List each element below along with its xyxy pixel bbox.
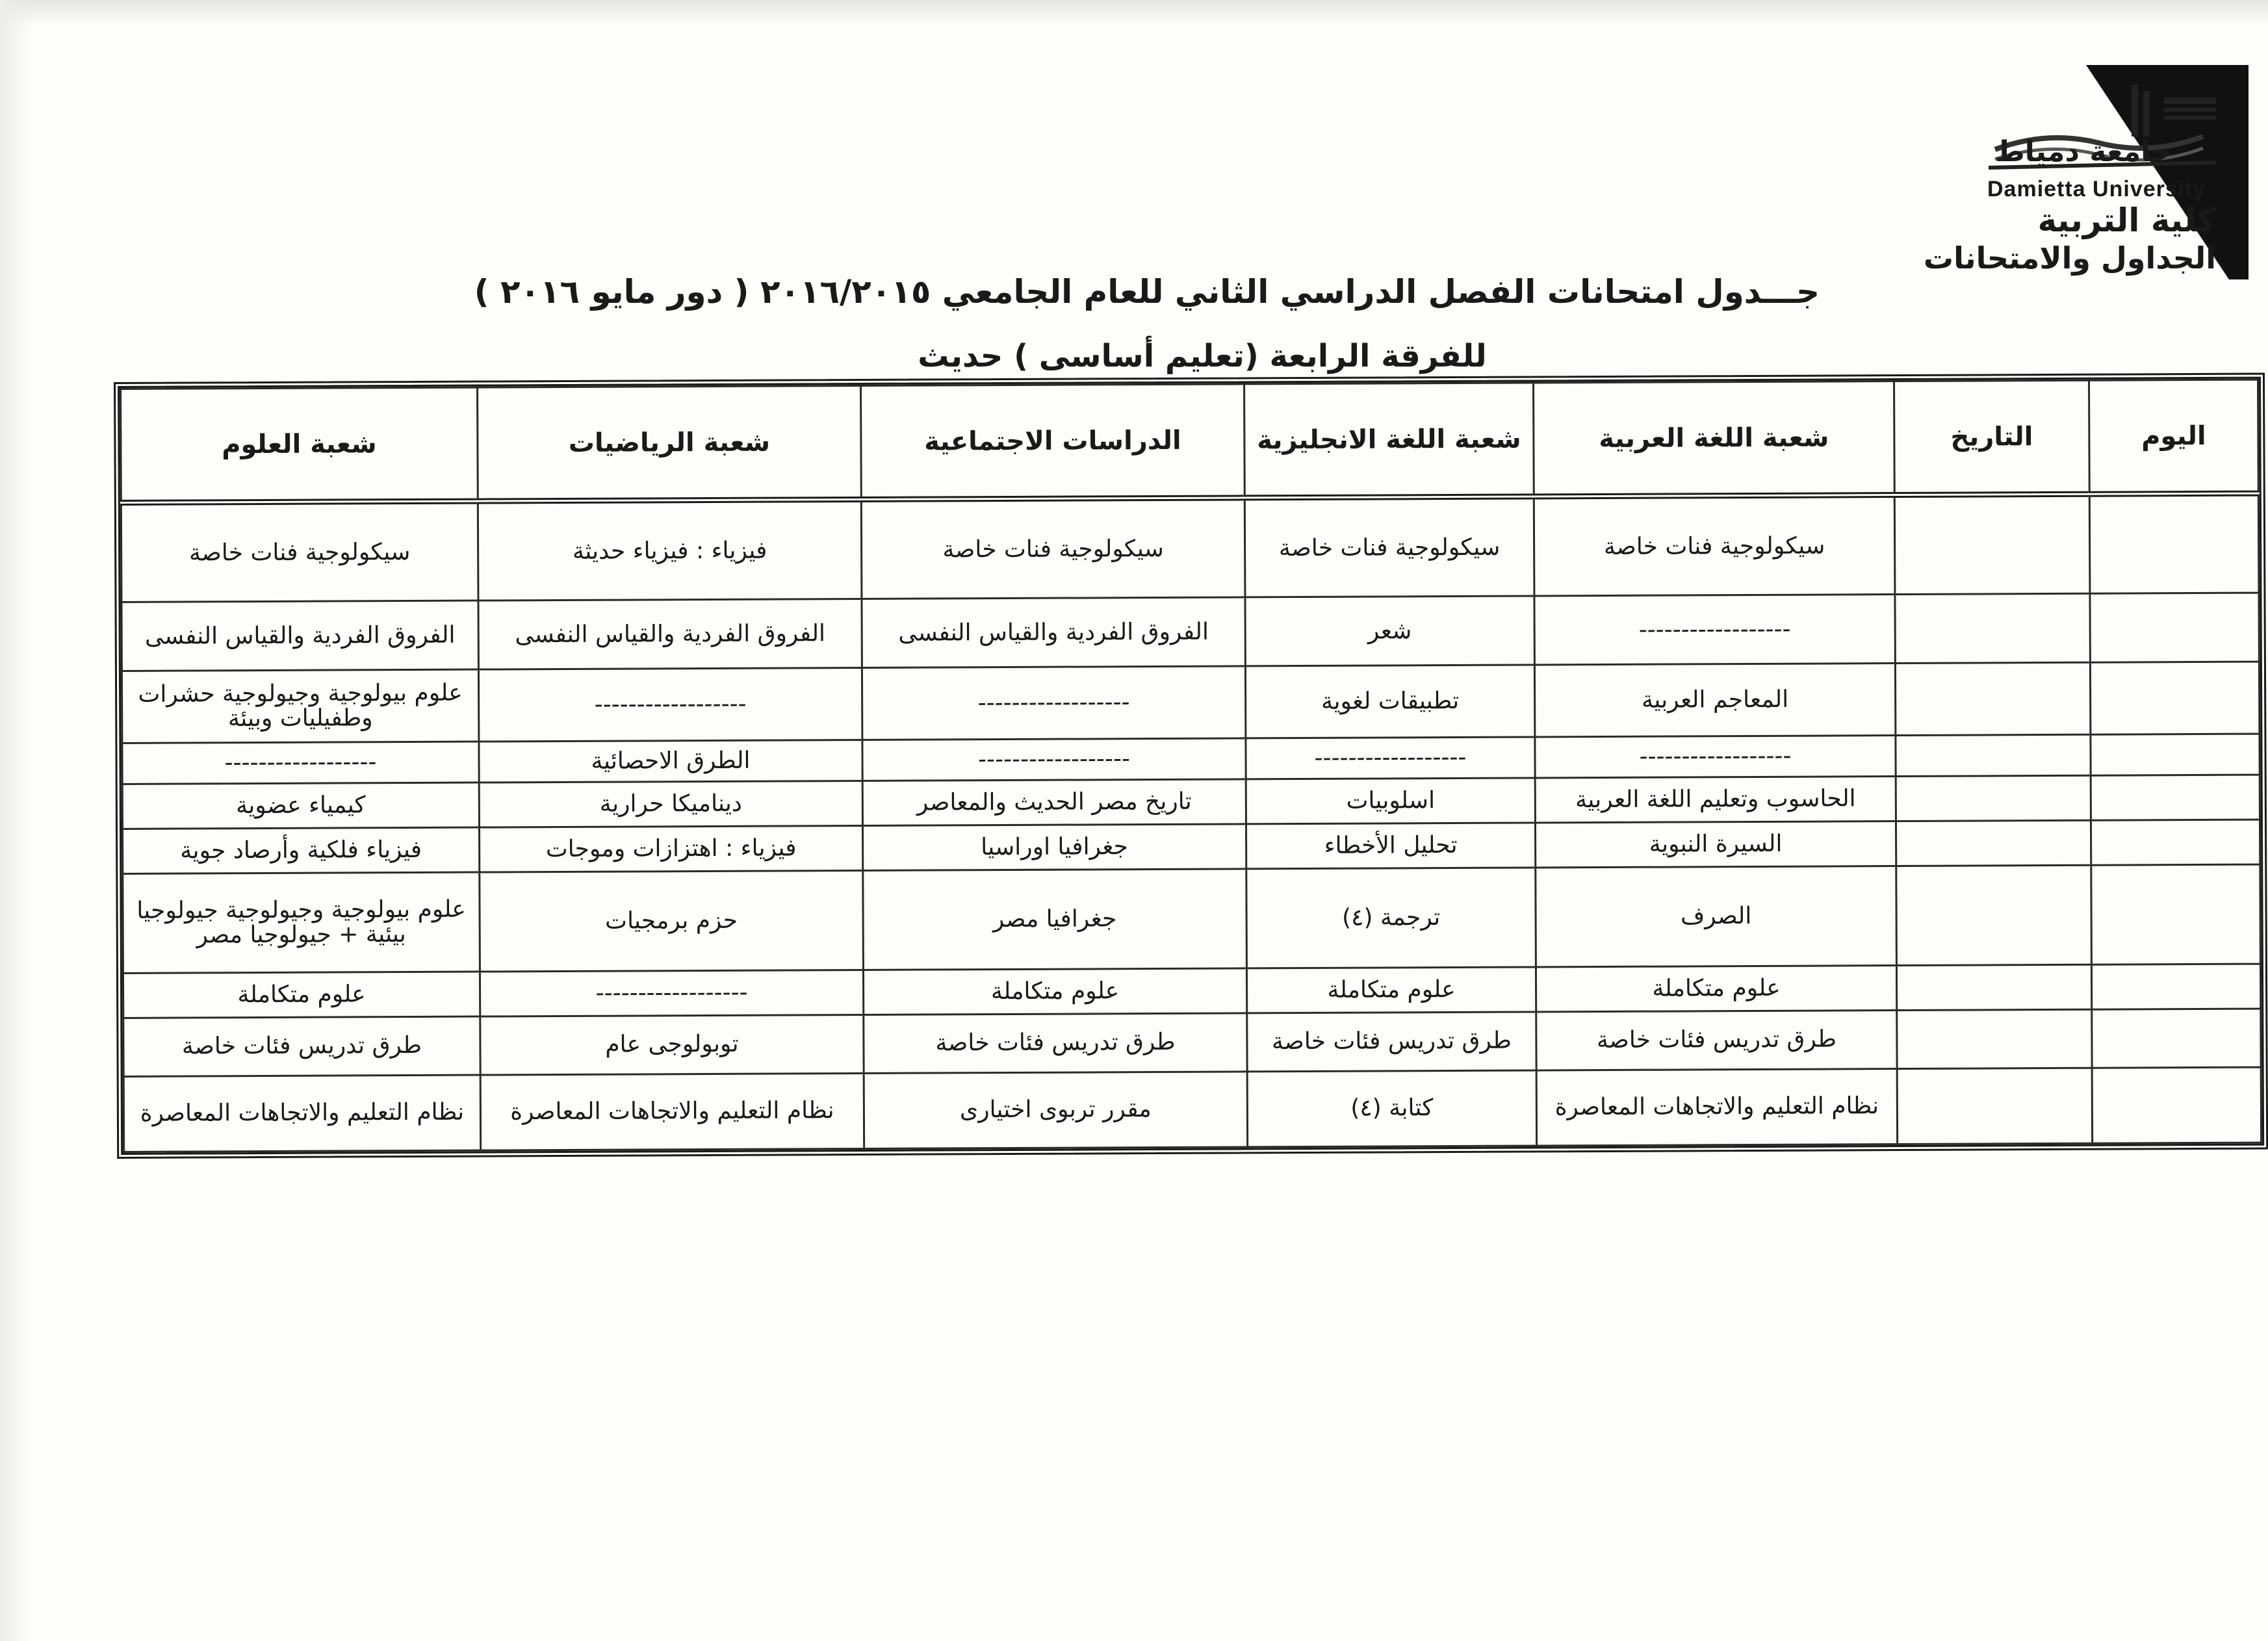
cell-english: اسلوبيات bbox=[1246, 778, 1535, 824]
cell-mathematics: فيزياء : اهتزازات وموجات bbox=[479, 826, 862, 872]
cell-science: علوم بيولوجية وجيولوجية جيولوجيا بيئية + جيولوجيا مصر bbox=[123, 872, 480, 974]
header-social-studies: الدراسات الاجتماعية bbox=[861, 384, 1245, 500]
department-name: الجداول والامتحانات bbox=[1923, 240, 2216, 276]
cell-social-studies: جغرافيا اوراسيا bbox=[862, 824, 1246, 870]
cell-date bbox=[1895, 662, 2090, 735]
cell-mathematics: ------------------ bbox=[480, 970, 863, 1016]
header-date: التاريخ bbox=[1894, 380, 2090, 495]
cell-mathematics: الفروق الفردية والقياس النفسى bbox=[478, 599, 862, 669]
cell-arabic: الحاسوب وتعليم اللغة العربية bbox=[1535, 777, 1896, 823]
header-day: اليوم bbox=[2089, 380, 2259, 494]
cell-english: تحليل الأخطاء bbox=[1246, 823, 1535, 869]
cell-mathematics: الطرق الاحصائية bbox=[479, 740, 862, 782]
cell-day bbox=[2090, 593, 2259, 662]
table-row bbox=[121, 493, 2259, 602]
cell-science: نظام التعليم والاتجاهات المعاصرة bbox=[123, 1075, 481, 1152]
cell-science: علوم متكاملة bbox=[123, 972, 480, 1018]
exam-schedule-table bbox=[114, 373, 2268, 1159]
faculty-name: كلية التربية bbox=[2037, 201, 2216, 239]
cell-mathematics: توبولوجى عام bbox=[480, 1014, 864, 1074]
cell-social-studies: سيكولوجية فنات خاصة bbox=[861, 498, 1245, 599]
cell-day bbox=[2090, 662, 2259, 734]
page-title: جـــدول امتحانات الفصل الدراسي الثاني للعام الجامعي ٢٠١٦/٢٠١٥ ( دور مايو ٢٠١٦ ) bbox=[474, 273, 1820, 311]
university-name-english: Damietta University bbox=[1987, 177, 2206, 201]
cell-date bbox=[1897, 1068, 2093, 1144]
header-science: شعبة العلوم bbox=[121, 387, 478, 502]
cell-date bbox=[1897, 1009, 2092, 1068]
table-header-row bbox=[121, 380, 2259, 502]
cell-arabic: الصرف bbox=[1536, 866, 1897, 967]
cell-day bbox=[2091, 775, 2260, 821]
cell-day bbox=[2089, 493, 2259, 593]
cell-social-studies: علوم متكاملة bbox=[863, 968, 1246, 1014]
cell-arabic: سيكولوجية فنات خاصة bbox=[1534, 495, 1895, 597]
cell-date bbox=[1896, 964, 2091, 1010]
table-row bbox=[123, 1067, 2261, 1152]
cell-english: ------------------ bbox=[1246, 737, 1535, 779]
cell-social-studies: جغرافيا مصر bbox=[863, 869, 1247, 970]
cell-date bbox=[1894, 494, 2090, 595]
cell-social-studies: مقرر تربوى اختيارى bbox=[864, 1072, 1248, 1149]
cell-english: كتابة (٤) bbox=[1247, 1070, 1537, 1147]
cell-mathematics: ------------------ bbox=[478, 667, 862, 742]
cell-date bbox=[1896, 820, 2091, 866]
cell-science: سيكولوجية فنات خاصة bbox=[121, 501, 478, 602]
cell-social-studies: ------------------ bbox=[862, 666, 1245, 740]
table-row bbox=[122, 593, 2259, 671]
cell-day bbox=[2091, 734, 2260, 776]
cell-science: علوم بيولوجية وجيولوجية حشرات وطفيليات وبيئة bbox=[122, 669, 478, 743]
university-name-arabic: جامعة دمياط bbox=[1995, 135, 2172, 168]
cell-science: ------------------ bbox=[122, 742, 479, 784]
cell-mathematics: نظام التعليم والاتجاهات المعاصرة bbox=[480, 1073, 864, 1150]
cell-arabic: علوم متكاملة bbox=[1536, 966, 1896, 1012]
cell-arabic: ------------------ bbox=[1534, 595, 1895, 665]
cell-social-studies: ------------------ bbox=[862, 738, 1246, 781]
cell-arabic: نظام التعليم والاتجاهات المعاصرة bbox=[1536, 1068, 1898, 1146]
header-mathematics: شعبة الرياضيات bbox=[478, 385, 862, 501]
cell-day bbox=[2091, 864, 2261, 964]
cell-english: تطبيقات لغوية bbox=[1245, 665, 1534, 738]
table-body bbox=[121, 493, 2261, 1152]
cell-arabic: المعاجم العربية bbox=[1534, 664, 1895, 737]
cell-day bbox=[2092, 1009, 2261, 1068]
cell-science: كيمياء عضوية bbox=[122, 782, 479, 829]
cell-social-studies: تاريخ مصر الحديث والمعاصر bbox=[862, 779, 1246, 825]
header-arabic: شعبة اللغة العربية bbox=[1534, 381, 1895, 497]
table-row bbox=[123, 864, 2261, 974]
table-row bbox=[123, 1009, 2261, 1076]
cell-day bbox=[2091, 964, 2260, 1009]
cell-mathematics: حزم برمجيات bbox=[480, 870, 864, 972]
cell-arabic: ------------------ bbox=[1535, 736, 1896, 779]
cell-english: شعر bbox=[1245, 596, 1534, 666]
cell-science: طرق تدريس فئات خاصة bbox=[123, 1016, 480, 1076]
table-row bbox=[122, 662, 2259, 743]
scan-edge-left bbox=[0, 0, 32, 1641]
scan-edge-top bbox=[0, 0, 2268, 26]
page-subtitle: للفرقة الرابعة (تعليم أساسى ) حديث bbox=[918, 338, 1487, 374]
cell-date bbox=[1895, 594, 2090, 664]
cell-science: فيزياء فلكية وأرصاد جوية bbox=[123, 827, 480, 873]
cell-english: ترجمة (٤) bbox=[1246, 868, 1536, 968]
cell-english: طرق تدريس فئات خاصة bbox=[1247, 1012, 1536, 1072]
cell-date bbox=[1896, 734, 2091, 777]
header-english: شعبة اللغة الانجليزية bbox=[1244, 383, 1534, 498]
cell-mathematics: فيزياء : فيزياء حديثة bbox=[478, 499, 862, 601]
cell-science: الفروق الفردية والقياس النفسى bbox=[122, 601, 478, 671]
cell-english: سيكولوجية فنات خاصة bbox=[1244, 497, 1534, 597]
cell-day bbox=[2091, 820, 2260, 865]
cell-mathematics: ديناميكا حرارية bbox=[479, 781, 862, 827]
cell-date bbox=[1896, 865, 2092, 966]
schedule-table bbox=[120, 379, 2262, 1153]
cell-arabic: السيرة النبوية bbox=[1535, 821, 1896, 868]
cell-date bbox=[1896, 776, 2091, 821]
cell-english: علوم متكاملة bbox=[1246, 967, 1536, 1013]
cell-social-studies: طرق تدريس فئات خاصة bbox=[864, 1013, 1247, 1073]
cell-day bbox=[2092, 1067, 2262, 1143]
cell-arabic: طرق تدريس فئات خاصة bbox=[1536, 1010, 1897, 1070]
cell-social-studies: الفروق الفردية والقياس النفسى bbox=[862, 597, 1245, 667]
